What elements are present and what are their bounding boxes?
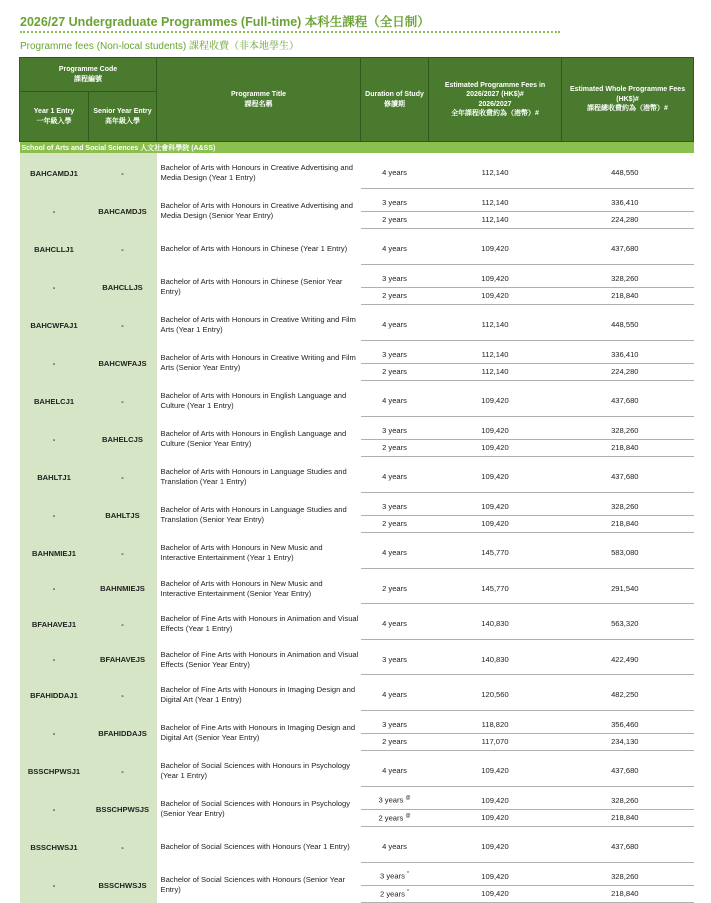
programme-title: Bachelor of Fine Arts with Honours in Imaging Design and Digital Art (Senior Year Entry) <box>160 723 356 742</box>
duration-footnote-mark: * <box>407 888 409 895</box>
header-senior-entry: Senior Year Entry 高年級入學 <box>89 92 157 142</box>
whole-fee-cell: 218,840 <box>562 885 694 903</box>
annual-fee-cell: 112,140 <box>429 363 562 381</box>
programme-row <box>20 310 694 340</box>
whole-fee-cell: 234,130 <box>562 733 694 751</box>
programme-title: Bachelor of Arts with Honours in Creative Advertising and Media Design (Senior Year Entry) <box>160 201 353 220</box>
whole-fee-cell: 437,680 <box>562 234 694 264</box>
annual-fee-cell: 112,140 <box>429 158 562 188</box>
programme-title: Bachelor of Fine Arts with Honours in Animation and Visual Effects (Year 1 Entry) <box>160 614 359 633</box>
programme-title: Bachelor of Arts with Honours in Language Studies and Translation (Senior Year Entry) <box>160 505 347 524</box>
duration-value: 3 years <box>382 425 407 435</box>
senior-entry-code: - <box>89 756 157 786</box>
whole-fee-cell: 437,680 <box>562 832 694 862</box>
senior-entry-code: BFAHAVEJS <box>89 645 157 675</box>
programme-row <box>20 792 694 810</box>
whole-fee-cell: 291,540 <box>562 574 694 604</box>
duration-value: 2 years <box>382 215 407 225</box>
year1-entry-code: - <box>20 574 89 604</box>
senior-entry-code: - <box>89 680 157 710</box>
duration-cell <box>361 422 429 440</box>
annual-fee-cell: 112,140 <box>429 211 562 229</box>
year1-entry-code: BSSCHPWSJ1 <box>20 756 89 786</box>
duration-footnote-mark: @ <box>405 795 411 802</box>
duration-cell <box>361 194 429 212</box>
whole-fee-cell: 336,410 <box>562 346 694 364</box>
annual-fee-cell: 109,420 <box>429 792 562 810</box>
duration-value: 2 years <box>382 443 407 453</box>
programme-title: Bachelor of Arts with Honours in Chinese (Senior Year Entry) <box>160 277 343 296</box>
senior-entry-code: - <box>89 234 157 264</box>
duration-value: 2 years <box>382 291 407 301</box>
programme-title: Bachelor of Fine Arts with Honours in Animation and Visual Effects (Senior Year Entry) <box>160 649 359 669</box>
whole-fee-cell: 448,550 <box>562 310 694 340</box>
duration-cell <box>361 645 429 675</box>
duration-cell <box>361 158 429 188</box>
programme-title: Bachelor of Social Sciences with Honours (Senior Year Entry) <box>160 875 345 894</box>
programme-row <box>20 538 694 568</box>
whole-fee-cell: 218,840 <box>562 515 694 533</box>
programme-row <box>20 756 694 786</box>
senior-entry-code: BSSCHWSJS <box>89 868 157 903</box>
duration-value: 4 years <box>382 690 407 700</box>
year1-entry-code: BAHLTJ1 <box>20 462 89 492</box>
duration-cell <box>361 609 429 639</box>
senior-entry-code: BAHNMIEJS <box>89 574 157 604</box>
whole-fee-cell: 437,680 <box>562 756 694 786</box>
whole-fee-cell: 422,490 <box>562 645 694 675</box>
fees-table <box>19 57 694 903</box>
duration-cell <box>361 716 429 734</box>
annual-fee-cell: 109,420 <box>429 832 562 862</box>
header-programme-code: Programme Code 課程編號 <box>20 58 157 92</box>
whole-fee-cell: 482,250 <box>562 680 694 710</box>
programme-title: Bachelor of Arts with Honours in New Music and Interactive Entertainment (Year 1 Entry) <box>160 543 323 562</box>
whole-fee-cell: 224,280 <box>562 363 694 381</box>
programme-row <box>20 462 694 492</box>
annual-fee-cell: 120,560 <box>429 680 562 710</box>
programme-row <box>20 868 694 886</box>
duration-cell <box>361 792 429 810</box>
duration-cell <box>361 680 429 710</box>
programme-title: Bachelor of Arts with Honours in English Language and Culture (Year 1 Entry) <box>160 391 347 410</box>
programme-title: Bachelor of Social Sciences with Honours (Year 1 Entry) <box>160 842 350 852</box>
year1-entry-code: BFAHIDDAJ1 <box>20 680 89 710</box>
programme-title: Bachelor of Arts with Honours in New Music and Interactive Entertainment (Senior Year Entry) <box>160 578 323 598</box>
annual-fee-cell: 145,770 <box>429 574 562 604</box>
duration-value: 2 years <box>380 889 405 899</box>
header-whole-fee: Estimated Whole Programme Fees (HK$)# 課程總收費約為（港幣）# <box>562 58 694 142</box>
whole-fee-cell: 328,260 <box>562 792 694 810</box>
duration-value: 2 years <box>382 737 407 747</box>
duration-cell <box>361 538 429 568</box>
duration-cell <box>361 574 429 604</box>
year1-entry-code: - <box>20 270 89 305</box>
duration-value: 3 years <box>382 273 407 283</box>
duration-value: 4 years <box>382 168 407 178</box>
senior-entry-code: - <box>89 310 157 340</box>
programme-row <box>20 832 694 862</box>
year1-entry-code: - <box>20 645 89 675</box>
annual-fee-cell: 109,420 <box>429 422 562 440</box>
senior-entry-code: - <box>89 538 157 568</box>
year1-entry-code: - <box>20 498 89 533</box>
duration-value: 3 years <box>382 349 407 359</box>
programme-row <box>20 609 694 639</box>
page-subtitle: Programme fees (Non-local students) 課程收費（非本地學生） <box>20 41 299 52</box>
duration-cell <box>361 439 429 457</box>
programme-row <box>20 680 694 710</box>
programme-title: Bachelor of Arts with Honours in Creative Advertising and Media Design (Year 1 Entry) <box>160 163 353 182</box>
duration-value: 4 years <box>382 472 407 482</box>
duration-cell <box>361 386 429 416</box>
senior-entry-code: BAHCWFAJS <box>89 346 157 381</box>
duration-cell <box>361 733 429 751</box>
annual-fee-cell: 109,420 <box>429 515 562 533</box>
annual-fee-cell: 109,420 <box>429 809 562 827</box>
year1-entry-code: BFAHAVEJ1 <box>20 609 89 639</box>
duration-cell <box>361 211 429 229</box>
year1-entry-code: BAHCAMDJ1 <box>20 158 89 188</box>
year1-entry-code: BAHCLLJ1 <box>20 234 89 264</box>
senior-entry-code: - <box>89 462 157 492</box>
programme-title: Bachelor of Arts with Honours in Creative Writing and Film Arts (Year 1 Entry) <box>160 315 356 334</box>
duration-value: 4 years <box>382 548 407 558</box>
duration-cell <box>361 234 429 264</box>
programme-title: Bachelor of Arts with Honours in English Language and Culture (Senior Year Entry) <box>160 429 347 448</box>
programme-row <box>20 346 694 364</box>
senior-entry-code: - <box>89 832 157 862</box>
year1-entry-code: - <box>20 716 89 751</box>
duration-value: 4 years <box>382 320 407 330</box>
duration-value: 3 years <box>378 795 404 805</box>
duration-value: 4 years <box>382 244 407 254</box>
annual-fee-cell: 118,820 <box>429 716 562 734</box>
year1-entry-code: - <box>20 346 89 381</box>
school-row <box>20 142 694 154</box>
programme-row <box>20 386 694 416</box>
programme-title: Bachelor of Social Sciences with Honours in Psychology (Year 1 Entry) <box>160 761 351 780</box>
duration-cell <box>361 809 429 827</box>
duration-cell <box>361 868 429 886</box>
whole-fee-cell: 328,260 <box>562 498 694 516</box>
annual-fee-cell: 145,770 <box>429 538 562 568</box>
duration-cell <box>361 832 429 862</box>
annual-fee-cell: 109,420 <box>429 498 562 516</box>
annual-fee-cell: 140,830 <box>429 645 562 675</box>
whole-fee-cell: 218,840 <box>562 287 694 305</box>
senior-entry-code: BFAHIDDAJS <box>89 716 157 751</box>
senior-entry-code: BAHELCJS <box>89 422 157 457</box>
annual-fee-cell: 109,420 <box>429 270 562 288</box>
annual-fee-cell: 112,140 <box>429 346 562 364</box>
annual-fee-cell: 109,420 <box>429 756 562 786</box>
duration-cell <box>361 462 429 492</box>
programme-title: Bachelor of Arts with Honours in Language Studies and Translation (Year 1 Entry) <box>160 467 347 486</box>
duration-value: 3 years <box>382 654 407 664</box>
year1-entry-code: BSSCHWSJ1 <box>20 832 89 862</box>
whole-fee-cell: 437,680 <box>562 462 694 492</box>
duration-value: 2 years <box>378 813 404 823</box>
annual-fee-cell: 112,140 <box>429 310 562 340</box>
whole-fee-cell: 218,840 <box>562 439 694 457</box>
year1-entry-code: - <box>20 422 89 457</box>
duration-value: 3 years <box>382 719 407 729</box>
programme-title: Bachelor of Arts with Honours in Chinese (Year 1 Entry) <box>160 244 348 254</box>
header-year1-entry: Year 1 Entry 一年級入學 <box>20 92 89 142</box>
year1-entry-code: BAHNMIEJ1 <box>20 538 89 568</box>
programme-row <box>20 574 694 604</box>
duration-cell <box>361 756 429 786</box>
senior-entry-code: BAHCAMDJS <box>89 194 157 229</box>
programme-title: Bachelor of Arts with Honours in Creative Writing and Film Arts (Senior Year Entry) <box>160 353 356 372</box>
annual-fee-cell: 117,070 <box>429 733 562 751</box>
annual-fee-cell: 140,830 <box>429 609 562 639</box>
year1-entry-code: - <box>20 194 89 229</box>
school-name: School of Arts and Social Sciences 人文社會科學院 (A&SS) <box>20 142 694 154</box>
senior-entry-code: BAHLTJS <box>89 498 157 533</box>
whole-fee-cell: 224,280 <box>562 211 694 229</box>
duration-value: 3 years <box>382 501 407 511</box>
duration-value: 4 years <box>382 766 407 776</box>
header-programme-title: Programme Title 課程名稱 <box>157 58 361 142</box>
duration-cell <box>361 287 429 305</box>
programme-row <box>20 498 694 516</box>
duration-value: 2 years <box>382 367 407 377</box>
duration-value: 4 years <box>382 619 407 629</box>
duration-cell <box>361 270 429 288</box>
whole-fee-cell: 328,260 <box>562 422 694 440</box>
duration-cell <box>361 363 429 381</box>
header-duration: Duration of Study 修讀期 <box>361 58 429 142</box>
duration-value: 3 years <box>380 871 405 881</box>
programme-row <box>20 158 694 188</box>
duration-value: 4 years <box>382 842 407 852</box>
annual-fee-cell: 109,420 <box>429 462 562 492</box>
annual-fee-cell: 109,420 <box>429 234 562 264</box>
duration-cell <box>361 885 429 903</box>
annual-fee-cell: 109,420 <box>429 885 562 903</box>
programme-row <box>20 234 694 264</box>
programme-row <box>20 270 694 288</box>
whole-fee-cell: 563,320 <box>562 609 694 639</box>
senior-entry-code: - <box>89 386 157 416</box>
year1-entry-code: - <box>20 792 89 827</box>
annual-fee-cell: 109,420 <box>429 386 562 416</box>
whole-fee-cell: 437,680 <box>562 386 694 416</box>
annual-fee-cell: 112,140 <box>429 194 562 212</box>
whole-fee-cell: 583,080 <box>562 538 694 568</box>
duration-cell <box>361 515 429 533</box>
fees-table-header <box>20 58 694 142</box>
dotted-divider <box>20 31 560 33</box>
duration-footnote-mark: @ <box>405 812 411 819</box>
programme-title: Bachelor of Fine Arts with Honours in Imaging Design and Digital Art (Year 1 Entry) <box>160 685 356 704</box>
fees-table-body <box>20 142 694 903</box>
senior-entry-code: BAHCLLJS <box>89 270 157 305</box>
duration-value: 3 years <box>382 197 407 207</box>
duration-value: 2 years <box>382 583 407 593</box>
programme-row <box>20 645 694 675</box>
programme-title: Bachelor of Social Sciences with Honours in Psychology (Senior Year Entry) <box>160 799 351 818</box>
duration-cell <box>361 346 429 364</box>
duration-footnote-mark: * <box>407 871 409 878</box>
year1-entry-code: - <box>20 868 89 903</box>
senior-entry-code: - <box>89 609 157 639</box>
annual-fee-cell: 109,420 <box>429 287 562 305</box>
annual-fee-cell: 109,420 <box>429 868 562 886</box>
header-annual-fee: Estimated Programme Fees in 2026/2027 (HK$)# 2026/2027 全年課程收費約為（港幣）# <box>429 58 562 142</box>
whole-fee-cell: 336,410 <box>562 194 694 212</box>
duration-value: 4 years <box>382 396 407 406</box>
annual-fee-cell: 109,420 <box>429 439 562 457</box>
year1-entry-code: BAHCWFAJ1 <box>20 310 89 340</box>
programme-row <box>20 194 694 212</box>
year1-entry-code: BAHELCJ1 <box>20 386 89 416</box>
whole-fee-cell: 328,260 <box>562 868 694 886</box>
programme-row <box>20 716 694 734</box>
senior-entry-code: - <box>89 158 157 188</box>
whole-fee-cell: 328,260 <box>562 270 694 288</box>
page-title: 2026/27 Undergraduate Programmes (Full-time) 本科生課程（全日制） <box>20 15 430 29</box>
duration-value: 2 years <box>382 519 407 529</box>
senior-entry-code: BSSCHPWSJS <box>89 792 157 827</box>
duration-cell <box>361 498 429 516</box>
duration-cell <box>361 310 429 340</box>
programme-row <box>20 422 694 440</box>
whole-fee-cell: 218,840 <box>562 809 694 827</box>
whole-fee-cell: 448,550 <box>562 158 694 188</box>
whole-fee-cell: 356,460 <box>562 716 694 734</box>
